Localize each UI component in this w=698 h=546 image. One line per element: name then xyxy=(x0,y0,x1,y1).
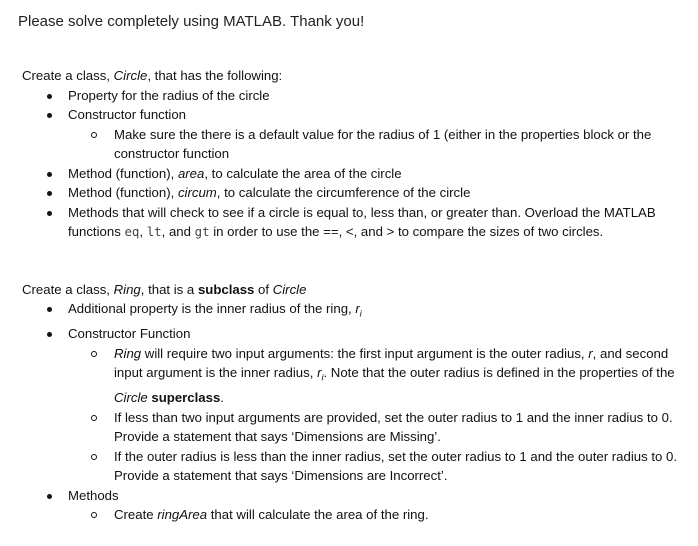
circle-intro-text: Create a class, xyxy=(22,68,114,83)
ring-parent-name: Circle xyxy=(272,281,307,297)
circle-compare-sep1: , xyxy=(139,224,147,239)
ring-intro-text: Create a class, xyxy=(22,281,114,297)
circle-bullet-circum xyxy=(22,183,682,203)
ring-method-area-post: that will calculate the area of the ring. xyxy=(207,507,429,523)
ring-section-title xyxy=(22,280,682,300)
assignment-document xyxy=(22,66,682,525)
circle-intro-end: , that has the following: xyxy=(147,68,283,83)
ring-inputs-b: , and second input argument is the inner radius, xyxy=(114,345,669,381)
ring-property-symbol: r xyxy=(355,301,360,316)
section-gap xyxy=(22,242,682,280)
circle-section-title xyxy=(22,66,682,86)
circle-constructor-sublist xyxy=(68,125,682,164)
ring-property-subscript: i xyxy=(359,308,362,319)
ring-incorrect-text: If the outer radius is less than the inner radius, set the outer radius to 1 and the outer radius to 0. Provide a statement that says ‘Dimensions are Incorrect’. xyxy=(114,448,677,484)
circle-requirements-list xyxy=(22,86,682,242)
ring-bullet-property xyxy=(22,299,682,324)
circle-compare-post: in order to use the ==, <, and > to compare the sizes of two circles. xyxy=(209,224,604,239)
ring-constructor-missing xyxy=(68,408,682,447)
ring-constructor-text: Constructor Function xyxy=(68,326,191,342)
ring-methods-text: Methods xyxy=(68,487,119,503)
ring-inputs-r: r xyxy=(588,345,593,361)
ring-intro-of: of xyxy=(254,281,273,297)
ring-inputs-name: Ring xyxy=(114,345,142,361)
ring-property-text: Additional property is the inner radius of the ring, xyxy=(68,301,356,316)
ring-requirements-list xyxy=(22,299,682,525)
circle-compare-pre: Methods that will check to see if a circle is equal to, less than, or greater than. Overload the MATLAB functions xyxy=(68,204,656,239)
circle-constructor-default-text: Make sure the there is a default value for the radius of 1 (either in the properties block or the constructor function xyxy=(114,126,652,161)
circle-class-name: Circle xyxy=(113,68,148,83)
ring-inputs-circle: Circle xyxy=(114,390,148,406)
ring-inputs-ri-sub: i xyxy=(321,372,324,383)
ring-method-area-name: ringArea xyxy=(157,507,208,523)
circle-circum-post: , to calculate the circumference of the circle xyxy=(216,185,471,200)
ring-constructor-sublist xyxy=(68,344,682,486)
ring-inputs-ri: r xyxy=(317,365,322,381)
circle-area-post: , to calculate the area of the circle xyxy=(204,165,402,181)
ring-bullet-methods xyxy=(22,486,682,525)
ring-methods-sublist xyxy=(68,505,682,525)
ring-inputs-a: will require two input arguments: the first input argument is the outer radius, xyxy=(141,345,589,361)
circle-circum-name: circum xyxy=(177,185,217,200)
ring-intro-mid: , that is a xyxy=(140,281,198,297)
ring-class-name: Ring xyxy=(113,281,141,297)
ring-constructor-incorrect xyxy=(68,447,682,486)
ring-inputs-c: . Note that the outer radius is defined in the properties of the xyxy=(323,365,675,381)
circle-bullet-area xyxy=(22,164,682,184)
circle-bullet-property-text: Property for the radius of the circle xyxy=(68,87,270,103)
ring-subclass-word: subclass xyxy=(197,281,255,297)
request-text: Please solve completely using MATLAB. Thank you! xyxy=(18,13,365,30)
ring-constructor-inputs xyxy=(68,344,682,408)
ring-bullet-constructor xyxy=(22,324,682,486)
circle-area-name: area xyxy=(177,165,205,181)
circle-circum-pre: Method (function), xyxy=(68,185,178,200)
ring-inputs-end: . xyxy=(220,390,224,406)
ring-missing-text: If less than two input arguments are provided, set the outer radius to 1 and the inner radius to 0. Provide a statement that says ‘Dimensions are Missing’. xyxy=(114,409,673,445)
circle-bullet-property xyxy=(22,86,682,106)
circle-bullet-constructor xyxy=(22,105,682,164)
code-lt: lt xyxy=(146,224,162,239)
code-eq: eq xyxy=(124,224,140,239)
ring-inputs-superclass: superclass xyxy=(151,390,221,406)
circle-bullet-compare xyxy=(22,203,682,242)
ring-method-area-pre: Create xyxy=(114,507,158,523)
code-gt: gt xyxy=(194,224,210,239)
circle-bullet-constructor-text: Constructor function xyxy=(68,107,187,122)
circle-constructor-default xyxy=(68,125,682,164)
circle-compare-sep2: , and xyxy=(161,224,195,239)
ring-method-area xyxy=(68,505,682,525)
circle-area-pre: Method (function), xyxy=(68,165,178,181)
